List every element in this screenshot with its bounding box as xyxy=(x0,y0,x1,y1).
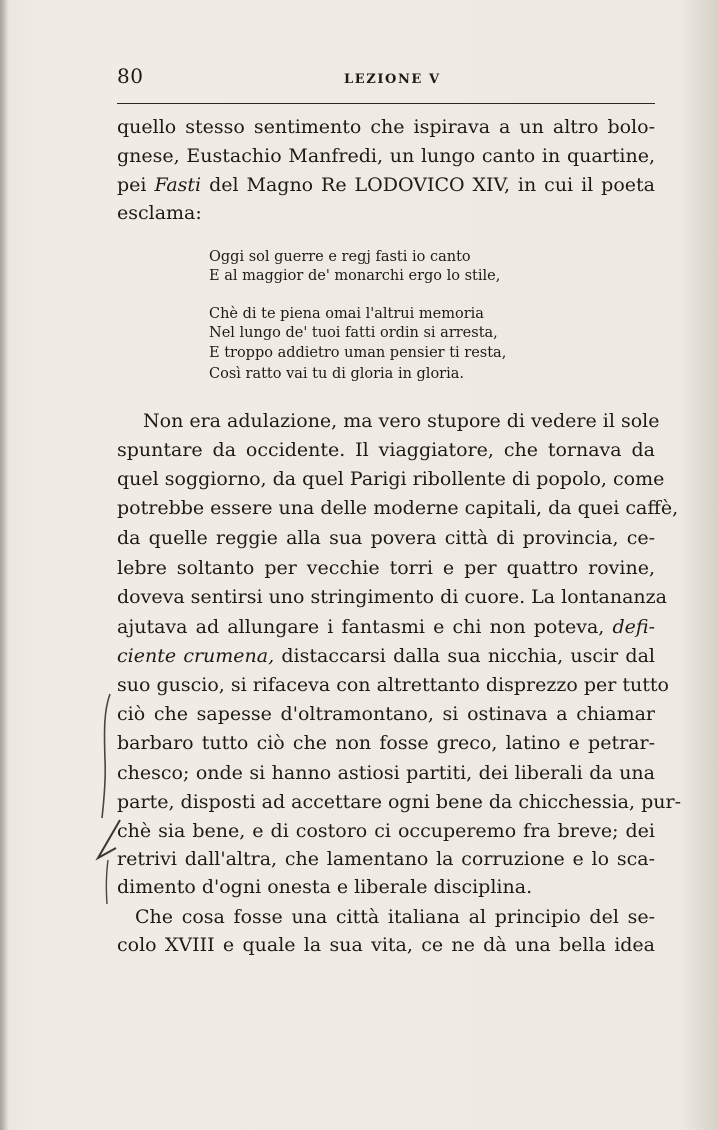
text-line: pei Fasti del Magno Re LODOVICO XIV, in cui il poeta xyxy=(117,174,655,196)
text-line: quello stesso sentimento che ispirava a un altro bolo- xyxy=(117,116,655,138)
verse-line: E al maggior de' monarchi ergo lo stile, xyxy=(209,268,501,284)
text-line: ajutava ad allungare i fantasmi e chi non poteva, defi- xyxy=(117,616,655,638)
running-title: LEZIONE V xyxy=(344,72,441,87)
verse-line: Così ratto vai tu di gloria in gloria. xyxy=(209,366,464,382)
text-line: retrivi dall'altra, che lamentano la corruzione e lo sca- xyxy=(117,848,655,870)
text-line: barbaro tutto ciò che non fosse greco, latino e petrar- xyxy=(117,732,655,754)
header-rule xyxy=(117,103,655,104)
text-line: ciò che sapesse d'oltramontano, si ostinava a chiamar xyxy=(117,703,655,725)
verse-line: Oggi sol guerre e regj fasti io canto xyxy=(209,249,471,265)
italic-phrase: defi- xyxy=(612,616,655,638)
text-line: Che cosa fosse una città italiana al principio del se- xyxy=(135,906,655,928)
text-line: parte, disposti ad accettare ogni bene da chicchessia, pur- xyxy=(117,791,681,813)
text-line: potrebbe essere una delle moderne capitali, da quei caffè, xyxy=(117,497,679,519)
text-line: colo XVIII e quale la sua vita, ce ne dà una bella idea xyxy=(117,934,655,956)
italic-title: Fasti xyxy=(154,174,202,196)
text-line: suo guscio, si rifaceva con altrettanto disprezzo per tutto xyxy=(117,674,669,696)
text-line: gnese, Eustachio Manfredi, un lungo canto in quartine, xyxy=(117,145,655,167)
text-line: dimento d'ogni onesta e liberale disciplina. xyxy=(117,876,533,898)
verse-line: E troppo addietro uman pensier ti resta, xyxy=(209,345,507,361)
text-line: chesco; onde si hanno astiosi partiti, dei liberali da una xyxy=(117,762,655,784)
text-line: ciente crumena, distaccarsi dalla sua nicchia, uscir dal xyxy=(117,645,655,667)
text-line: doveva sentirsi uno stringimento di cuore. La lontananza xyxy=(117,586,667,608)
page-number: 80 xyxy=(117,64,144,88)
text-line: Non era adulazione, ma vero stupore di vedere il sole xyxy=(143,410,660,432)
pencil-bracket-mark xyxy=(88,690,128,920)
text-line: lebre soltanto per vecchie torri e per quattro rovine, xyxy=(117,557,655,579)
spine-shadow xyxy=(0,0,8,1130)
text-line: spuntare da occidente. Il viaggiatore, che tornava da xyxy=(117,439,655,461)
verse-line: Chè di te piena omai l'altrui memoria xyxy=(209,306,484,322)
text-line: esclama: xyxy=(117,202,202,224)
text-line: chè sia bene, e di costoro ci occuperemo fra breve; dei xyxy=(117,820,655,842)
text-line: quel soggiorno, da quel Parigi ribollente di popolo, come xyxy=(117,468,665,490)
text-line: da quelle reggie alla sua povera città di provincia, ce- xyxy=(117,527,655,549)
verse-line: Nel lungo de' tuoi fatti ordin si arresta, xyxy=(209,325,498,341)
italic-phrase: ciente crumena, xyxy=(117,645,275,667)
